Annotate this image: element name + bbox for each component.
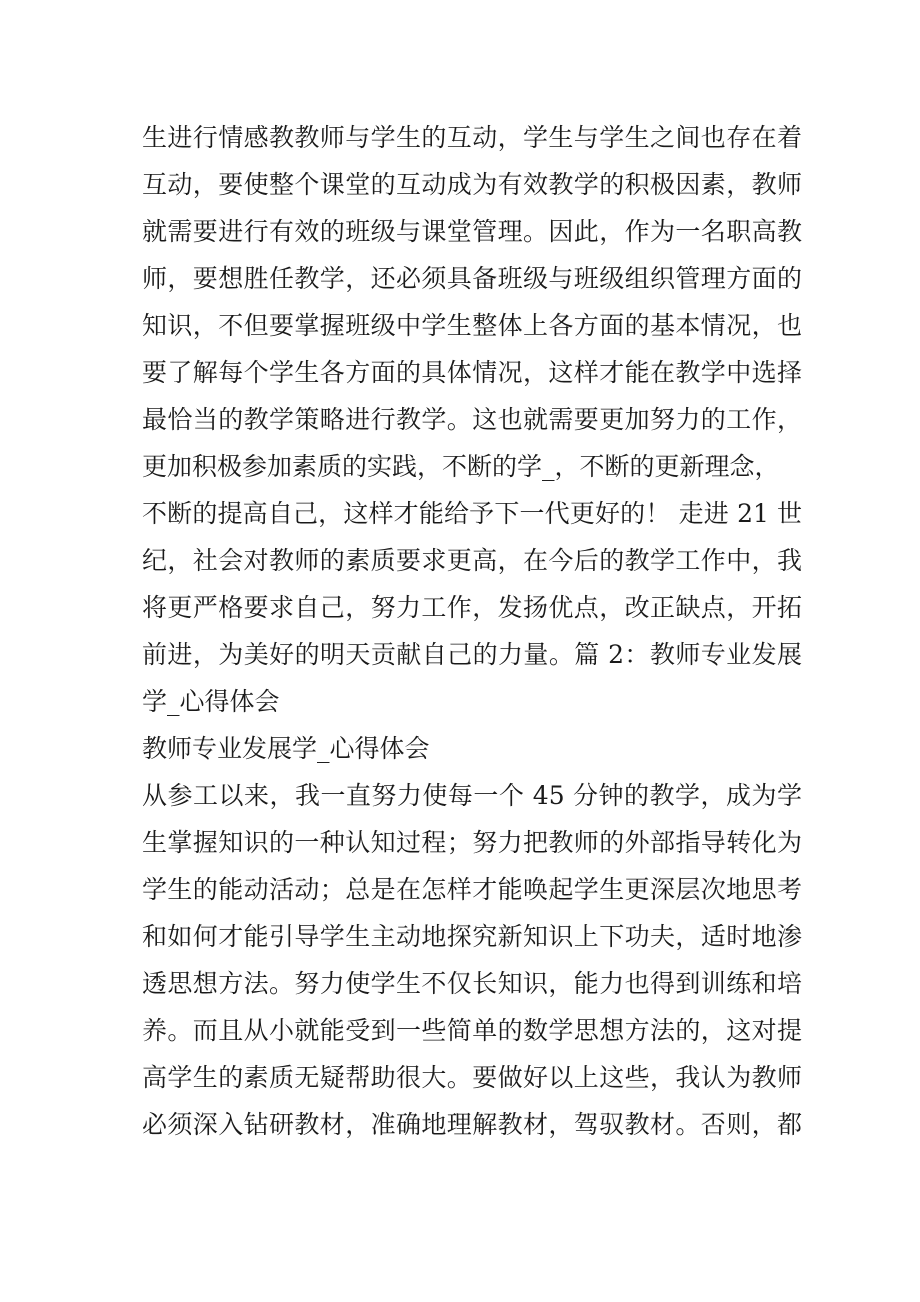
text-line-12: 前进，为美好的明天贡献自己的力量。篇 2：教师专业发展 [142,640,802,669]
document-body [142,114,802,1148]
text-line-9: 不断的提高自己，这样才能给予下一代更好的！ 走进 21 世 [142,499,802,528]
section-heading: 教师专业发展学_心得体会 [142,734,430,763]
text-line-20: 养。而且从小就能受到一些简单的数学思想方法的，这对提 [142,1016,802,1045]
text-line-17: 学生的能动活动；总是在怎样才能唤起学生更深层次地思考 [142,875,802,904]
text-line-21: 高学生的素质无疑帮助很大。要做好以上这些，我认为教师 [142,1063,802,1092]
text-line-6: 要了解每个学生各方面的具体情况，这样才能在教学中选择 [142,358,802,387]
text-line-7: 最恰当的教学策略进行教学。这也就需要更加努力的工作， [142,405,802,434]
text-line-4: 师，要想胜任教学，还必须具备班级与班级组织管理方面的 [142,264,802,293]
text-line-8: 更加积极参加素质的实践，不断的学_，不断的更新理念， [142,452,780,481]
text-line-5: 知识，不但要掌握班级中学生整体上各方面的基本情况，也 [142,311,802,340]
text-line-10: 纪，社会对教师的素质要求更高，在今后的教学工作中，我 [142,546,802,575]
text-line-3: 就需要进行有效的班级与课堂管理。因此，作为一名职高教 [142,217,802,246]
text-line-13: 学_心得体会 [142,687,280,716]
text-line-1: 生进行情感教教师与学生的互动，学生与学生之间也存在着 [142,123,802,152]
text-line-18: 和如何才能引导学生主动地探究新知识上下功夫，适时地渗 [142,922,802,951]
text-line-2: 互动，要使整个课堂的互动成为有效教学的积极因素，教师 [142,170,802,199]
text-line-11: 将更严格要求自己，努力工作，发扬优点，改正缺点，开拓 [142,593,802,622]
text-line-16: 生掌握知识的一种认知过程；努力把教师的外部指导转化为 [142,828,802,857]
text-line-22: 必须深入钻研教材，准确地理解教材，驾驭教材。否则，都 [142,1110,802,1139]
text-line-19: 透思想方法。努力使学生不仅长知识，能力也得到训练和培 [142,969,802,998]
text-line-15: 从参工以来，我一直努力使每一个 45 分钟的教学，成为学 [142,781,802,810]
